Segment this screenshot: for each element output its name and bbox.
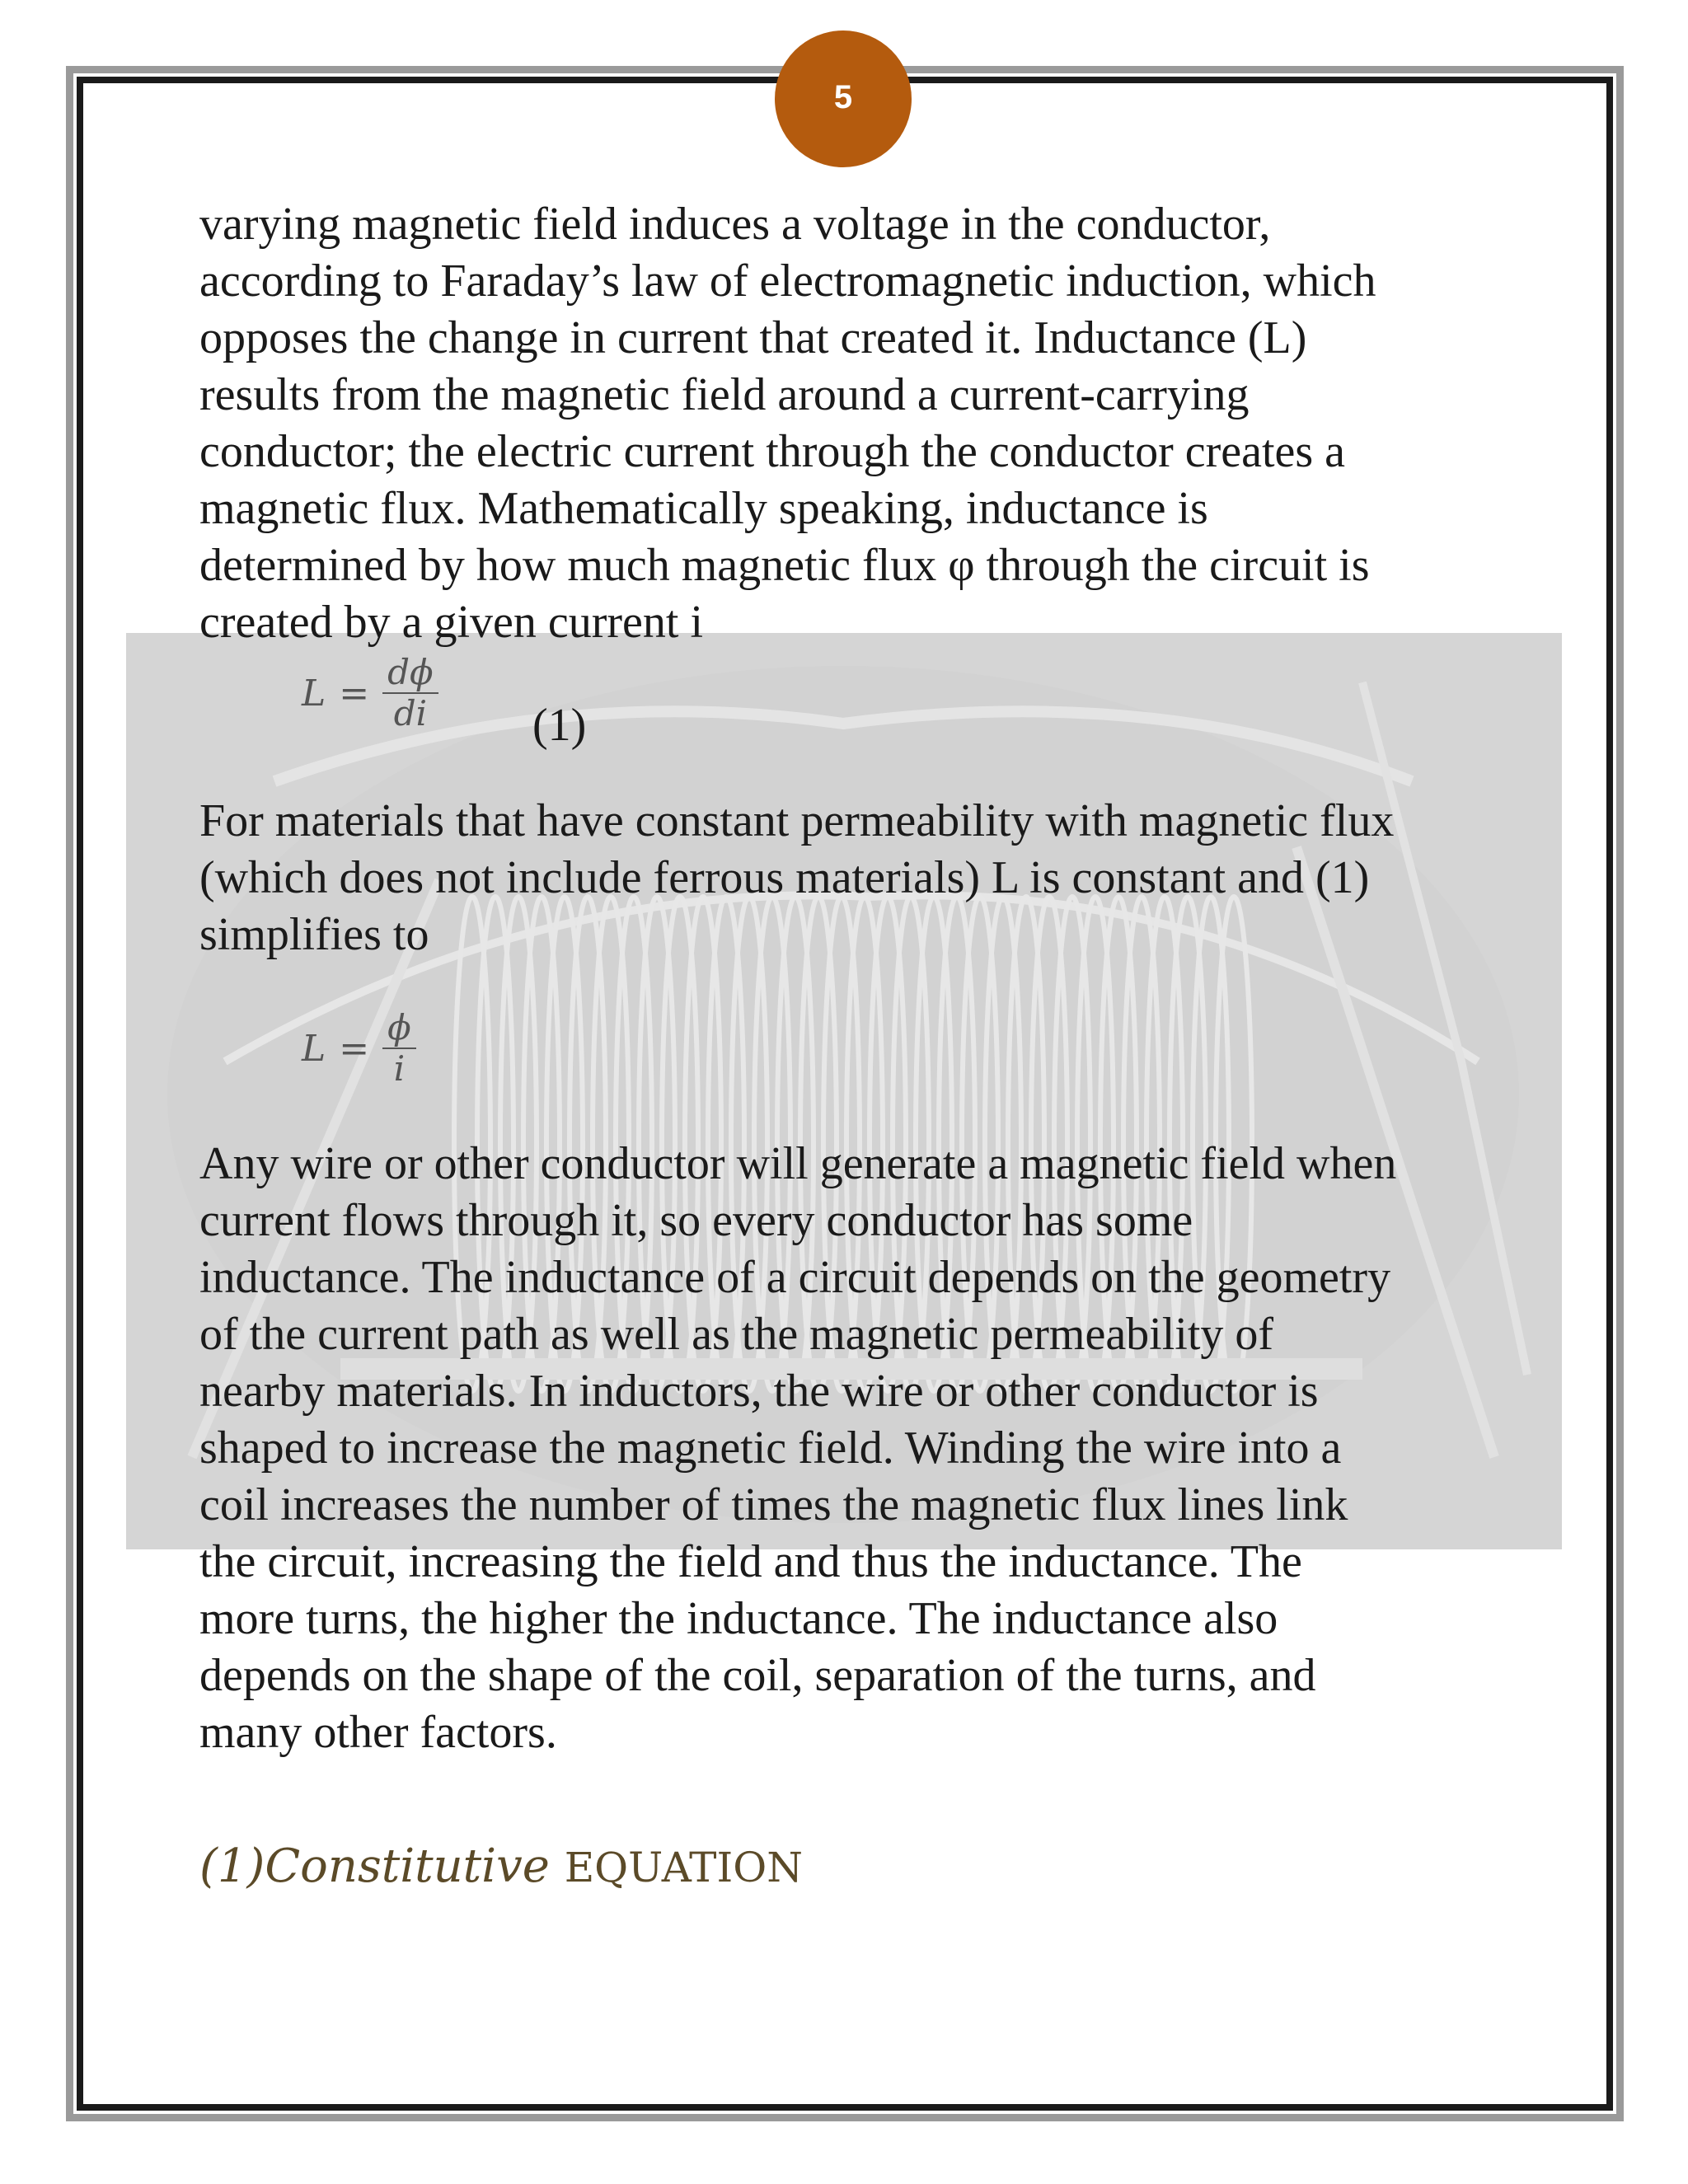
footnote-caps: EQUATION bbox=[564, 1844, 803, 1891]
text-line: varying magnetic field induces a voltage in the conductor, bbox=[199, 199, 1271, 250]
equation-2 bbox=[302, 1008, 416, 1089]
equation-1 bbox=[302, 653, 438, 733]
text-line: nearby materials. In inductors, the wire or other conductor is bbox=[199, 1366, 1319, 1417]
footnote-text: Constitutive bbox=[265, 1840, 550, 1893]
text-line: the circuit, increasing the field and thus the inductance. The bbox=[199, 1536, 1302, 1587]
equation-number: (1) bbox=[532, 700, 587, 751]
text-line: Any wire or other conductor will generate a magnetic field when bbox=[199, 1138, 1397, 1189]
fraction-denominator: i bbox=[393, 1048, 406, 1089]
text-line: simplifies to bbox=[199, 909, 429, 960]
fraction bbox=[382, 653, 438, 733]
text-line: coil increases the number of times the magnetic flux lines link bbox=[199, 1479, 1348, 1530]
equals-sign: = bbox=[339, 672, 370, 715]
fraction-numerator: ϕ bbox=[387, 1007, 411, 1047]
fraction bbox=[382, 1008, 416, 1089]
paragraph-conductor-inductance bbox=[199, 1136, 1396, 1761]
paragraph-constant-permeability bbox=[199, 793, 1394, 963]
footnote-prefix: (1) bbox=[199, 1840, 265, 1893]
text-line: determined by how much magnetic flux φ through the circuit is bbox=[199, 540, 1370, 591]
paragraph-faraday-law bbox=[199, 196, 1376, 651]
fraction-denominator: di bbox=[393, 693, 428, 733]
footnote bbox=[199, 1840, 803, 1893]
text-line: according to Faraday’s law of electromagnetic induction, which bbox=[199, 255, 1376, 307]
text-line: more turns, the higher the inductance. The inductance also bbox=[199, 1593, 1278, 1644]
text-line: opposes the change in current that created it. Inductance (L) bbox=[199, 312, 1307, 363]
text-line: results from the magnetic field around a current-carrying bbox=[199, 369, 1250, 420]
page-number-badge bbox=[775, 30, 912, 167]
text-line: For materials that have constant permeability with magnetic flux bbox=[199, 795, 1395, 846]
text-line: depends on the shape of the coil, separation of the turns, and bbox=[199, 1650, 1316, 1701]
text-line: conductor; the electric current through the conductor creates a bbox=[199, 426, 1346, 477]
text-line: (which does not include ferrous materials) L is constant and (1) bbox=[199, 852, 1370, 903]
equals-sign: = bbox=[339, 1027, 370, 1070]
text-line: many other factors. bbox=[199, 1707, 557, 1758]
equation-lhs: L bbox=[302, 672, 326, 715]
text-line: of the current path as well as the magnetic permeability of bbox=[199, 1309, 1274, 1360]
fraction-numerator: dϕ bbox=[387, 652, 434, 692]
text-line: magnetic flux. Mathematically speaking, inductance is bbox=[199, 483, 1208, 534]
page-number: 5 bbox=[833, 78, 853, 115]
text-line: shaped to increase the magnetic field. Winding the wire into a bbox=[199, 1422, 1342, 1474]
equation-lhs: L bbox=[302, 1027, 326, 1070]
text-line: inductance. The inductance of a circuit depends on the geometry bbox=[199, 1252, 1391, 1303]
text-line: created by a given current i bbox=[199, 597, 704, 648]
text-line: current flows through it, so every conductor has some bbox=[199, 1195, 1193, 1246]
